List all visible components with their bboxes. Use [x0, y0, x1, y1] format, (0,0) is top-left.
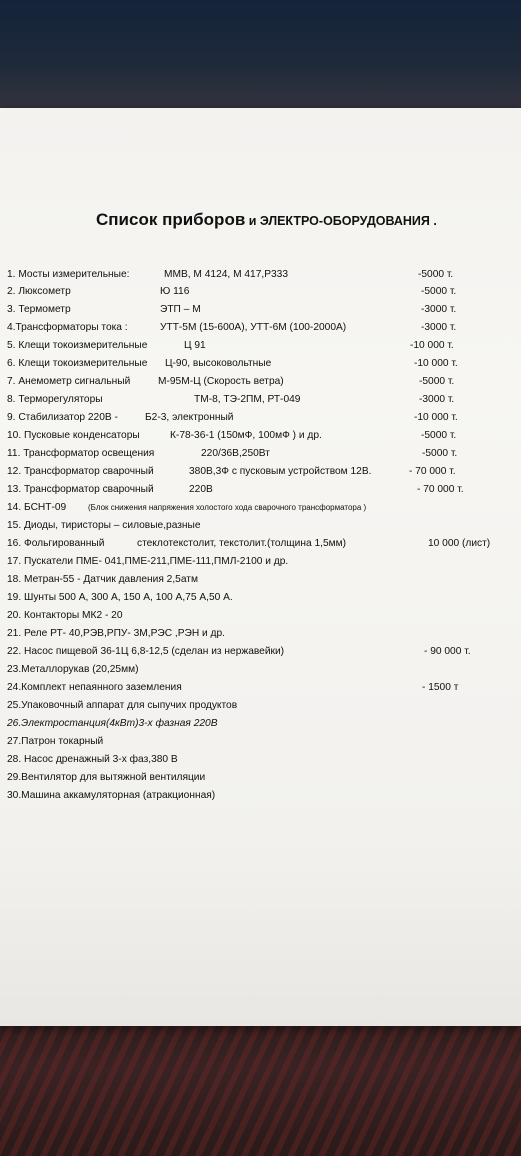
item-model: М-95М-Ц (Скорость ветра)	[158, 376, 284, 387]
item-price: -10 000 т.	[410, 340, 454, 351]
list-item	[0, 284, 521, 299]
item-name: 18. Метран-55 - Датчик давления 2,5атм	[7, 574, 198, 585]
item-name: 17. Пускатели ПМЕ- 041,ПМЕ-211,ПМЕ-111,ПМЛ-2100 и др.	[7, 556, 289, 567]
item-price: - 90 000 т.	[424, 646, 471, 657]
item-model: УТТ-5М (15-600А), УТТ-6М (100-2000А)	[160, 322, 347, 333]
item-name: 12. Трансформатор сварочный	[7, 466, 154, 477]
item-model: 220В	[189, 484, 213, 495]
item-model: ЭТП – М	[160, 304, 201, 315]
list-item	[0, 734, 521, 749]
item-name: 22. Насос пищевой 36-1Ц 6,8-12,5 (сделан из нержавейки)	[7, 646, 285, 657]
list-item	[0, 446, 521, 461]
list-item	[0, 338, 521, 353]
item-name: 16. Фольгированный	[7, 538, 105, 549]
item-price: -5000 т.	[419, 376, 455, 387]
list-item	[0, 788, 521, 803]
item-price: -10 000 т.	[414, 412, 458, 423]
list-item	[0, 752, 521, 767]
item-price: - 70 000 т.	[409, 466, 456, 477]
item-model: К-78-36-1 (150мФ, 100мФ ) и др.	[170, 430, 322, 441]
item-name: 20. Контакторы МК2 - 20	[7, 610, 123, 621]
item-price: -3000 т.	[421, 322, 457, 333]
item-name: 27.Патрон токарный	[7, 736, 104, 747]
item-name: 2. Люксометр	[7, 286, 71, 297]
item-name: 8. Терморегуляторы	[7, 394, 103, 405]
item-model: 380В,3Ф с пусковым устройством 12В.	[189, 466, 372, 477]
list-item	[0, 698, 521, 713]
list-item	[0, 518, 521, 533]
item-price: -5000 т.	[418, 269, 454, 280]
title-main: Список приборов	[96, 210, 246, 229]
item-price: - 1500 т	[422, 682, 459, 693]
list-item	[0, 590, 521, 605]
list-item	[0, 536, 521, 551]
item-model: стеклотекстолит, текстолит.(толщина 1,5мм)	[137, 538, 347, 549]
background-top	[0, 0, 521, 120]
list-item	[0, 716, 521, 731]
item-price: -10 000 т.	[414, 358, 458, 369]
list-item	[0, 356, 521, 371]
background-carpet	[0, 1010, 521, 1156]
item-name: 9. Стабилизатор 220В -	[7, 412, 118, 423]
list-item	[0, 500, 521, 515]
item-model: ТМ-8, ТЭ-2ПМ, РТ-049	[194, 394, 301, 405]
list-item	[0, 572, 521, 587]
item-model: ММВ, М 4124, М 417,Р333	[164, 269, 289, 280]
list-item	[0, 680, 521, 695]
list-item	[0, 267, 521, 282]
item-name: 26.Электростанция(4кВт)3-х фазная 220В	[7, 718, 218, 729]
list-item	[0, 320, 521, 335]
item-price: -5000 т.	[421, 286, 457, 297]
item-price: 10 000 (лист)	[428, 538, 491, 549]
list-item	[0, 644, 521, 659]
list-item	[0, 482, 521, 497]
item-price: -5000 т.	[421, 430, 457, 441]
item-name: 7. Анемометр сигнальный	[7, 376, 131, 387]
item-name: 6. Клещи токоизмерительные	[7, 358, 148, 369]
item-model: 220/36В,250Вт	[201, 448, 270, 459]
list-item	[0, 302, 521, 317]
item-price: -3000 т.	[419, 394, 455, 405]
item-model: Ю 116	[160, 286, 190, 297]
item-price: -3000 т.	[421, 304, 457, 315]
item-model: Ц-90, высоковольтные	[165, 358, 272, 369]
item-price: - 70 000 т.	[417, 484, 464, 495]
list-item	[0, 770, 521, 785]
list-item	[0, 662, 521, 677]
item-name: 23.Металлорукав (20,25мм)	[7, 664, 139, 675]
list-item	[0, 392, 521, 407]
item-name: 11. Трансформатор освещения	[7, 448, 155, 459]
item-name: 29.Вентилятор для вытяжной вентиляции	[7, 772, 206, 783]
item-model: Ц 91	[184, 340, 206, 351]
list-item	[0, 608, 521, 623]
item-name: 19. Шунты 500 А, 300 А, 150 А, 100 А,75 А,50 А.	[7, 592, 233, 603]
list-item	[0, 464, 521, 479]
item-name: 13. Трансформатор сварочный	[7, 484, 154, 495]
list-item	[0, 374, 521, 389]
item-name: 10. Пусковые конденсаторы	[7, 430, 140, 441]
list-item	[0, 410, 521, 425]
item-name: 4.Трансформаторы тока :	[7, 322, 128, 333]
item-name: 25.Упаковочный аппарат для сыпучих продуктов	[7, 700, 238, 711]
item-name: 15. Диоды, тиристоры – силовые,разные	[7, 520, 201, 531]
item-name: 1. Мосты измерительные:	[7, 269, 130, 280]
item-name: 30.Машина аккамуляторная (атракционная)	[7, 790, 216, 801]
list-item	[0, 626, 521, 641]
item-name: 14. БСНТ-09	[7, 502, 67, 513]
item-name: 5. Клещи токоизмерительные	[7, 340, 148, 351]
item-model: Б2-3, электронный	[145, 412, 234, 423]
list-item	[0, 554, 521, 569]
document-title	[96, 210, 437, 230]
item-name: 21. Реле РТ- 40,РЭВ,РПУ- 3М,РЭС ,РЭН и др.	[7, 628, 225, 639]
item-name: 28. Насос дренажный 3-х фаз,380 В	[7, 754, 178, 765]
item-note: (Блок снижения напряжения холостого хода сварочного трансформатора )	[88, 503, 367, 512]
item-name: 24.Комплект непаянного заземления	[7, 682, 182, 693]
title-rest: и ЭЛЕКТРО-ОБОРУДОВАНИЯ .	[245, 214, 437, 228]
list-item	[0, 428, 521, 443]
item-name: 3. Термометр	[7, 304, 71, 315]
item-price: -5000 т.	[422, 448, 458, 459]
